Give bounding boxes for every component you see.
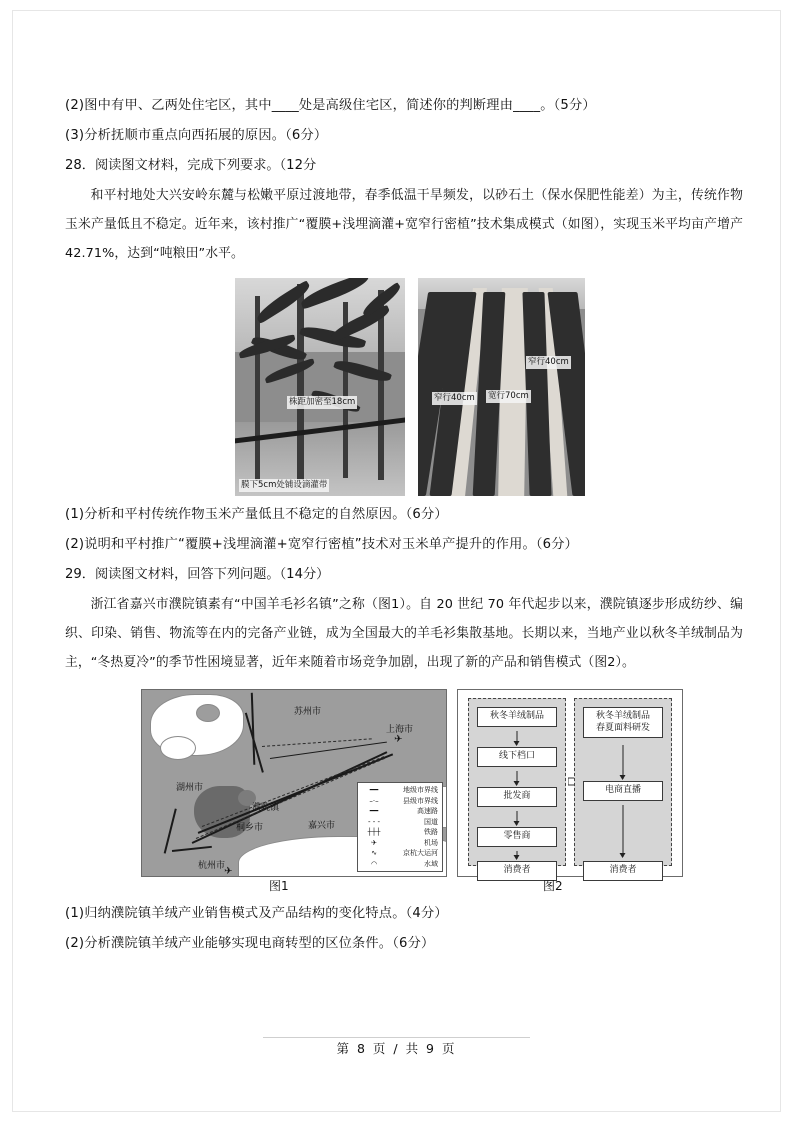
flow-node-autumn-winter-cashmere: 秋冬羊绒制品 [477,707,557,727]
legend-label: 地级市界线 [403,786,438,795]
map-label-puyuan: 濮院镇 [252,803,280,813]
drip-depth-label-text: 膜下5cm处铺设滴灌带 [241,480,328,490]
flow-arrow [623,805,624,857]
lake-patch [160,736,196,760]
figure-1-caption: 图1 [269,879,289,893]
map-label-suzhou: 苏州市 [294,707,322,717]
flow-node-line2: 春夏面料研发 [595,722,650,733]
line-dash-dot-icon: –·– [369,796,379,805]
question-28-figure-row [65,278,743,500]
page-footer: 第 8 页 / 共 9 页 [336,1041,457,1056]
corn-stalk [255,296,260,481]
flow-arrow [517,771,518,785]
map-legend [357,782,443,872]
line-gray-icon: ━━ [369,786,379,795]
flow-node-line1: 秋冬羊绒制品 [595,711,650,721]
legend-item [361,827,439,838]
legend-item [361,806,439,817]
line-hatched-icon: ┼┼┼ [367,828,381,837]
flow-arrow [517,811,518,825]
traditional-chain-group [468,698,566,875]
question-28-paragraph: 和平村地处大兴安岭东麓与松嫩平原过渡地带，春季低温干旱频发，以砂石土（保水保肥性能差）为主，传统作物玉米产量低且不稳定。近年来，该村推广“覆膜+浅埋滴灌+宽窄行密植”技术集成模式（如图），实现玉米平均亩产增产 42.71%，达到“吨粮田”水平。 [65,188,743,261]
flow-node-livestream-ecommerce: 电商直播 [583,781,663,801]
flow-node-consumer: 消费者 [583,861,663,881]
question-29-sub-1: (1)归纳濮院镇羊绒产业销售模式及产品结构的变化特点。（4分） [65,906,448,921]
legend-label: 京杭大运河 [403,849,438,858]
plant-spacing-label-text: 株距加密至18cm [289,397,356,407]
question-29-figure-row [65,689,743,875]
question-29-heading: 29．阅读图文材料，回答下列问题。（14分） [65,567,330,582]
legend-item [361,838,439,849]
narrow-row-label-left [432,392,477,405]
corn-stalk [297,284,304,480]
puyuan-location-map [141,689,447,877]
footer-divider [263,1037,530,1038]
question-29-paragraph: 浙江省嘉兴市濮院镇素有“中国羊毛衫名镇”之称（图1）。自 20 世纪 70 年代起步以来，濮院镇逐步形成纺纱、编织、印染、销售、物流等在内的完备产业链，成为全国最大的羊毛衫集散基地。长期以来，当地产业以秋冬羊绒制品为主，“冬热夏冷”的季节性困境显著，近年来随着市场竞争加剧，出现了新的产品和销售模式（图2）。 [65,597,743,670]
map-label-tongxiang: 桐乡市 [236,823,264,833]
airplane-icon: ✈ [371,838,377,847]
question-28-heading: 28．阅读图文材料，完成下列要求。（12分 [65,158,317,173]
legend-label: 国道 [424,817,438,826]
legend-item [361,785,439,796]
drip-depth-label [239,479,329,492]
question-27-2 [65,91,743,121]
question-28-sub-2: (2)说明和平村推广“覆膜+浅埋滴灌+宽窄行密植”技术对玉米单产提升的作用。（6分） [65,537,579,552]
question-27-2-text: (2)图中有甲、乙两处住宅区，其中____处是高级住宅区，简述你的判断理由____。（5分） [65,98,596,113]
wide-row-label-text: 宽行70cm [488,391,529,401]
flow-arrow [517,851,518,859]
legend-label: 水域 [424,859,438,868]
narrow-row-label-right [526,356,571,369]
line-dashed-icon: - - - [367,817,381,826]
line-solid-icon: ━━ [369,807,379,816]
question-29-sub-2: (2)分析濮院镇羊绒产业能够实现电商转型的区位条件。（6分） [65,936,435,951]
legend-label: 铁路 [424,828,438,837]
wide-narrow-row-photo [418,278,585,496]
flow-node-consumer: 消费者 [477,861,557,881]
wide-row-label [486,390,531,403]
narrow-row-label-left-text: 窄行40cm [434,393,475,403]
wave-line-icon: ∿ [371,849,377,858]
narrow-row-label-right-text: 窄行40cm [528,357,569,367]
flow-node-spring-summer-rnd [583,707,663,738]
corn-leaf [263,358,316,384]
document-page [12,10,781,1112]
legend-label: 县级市界线 [403,796,438,805]
map-label-shanghai: 上海市 [386,725,414,735]
page-content [65,91,743,959]
covered-film-drip-irrigation-photo [235,278,405,496]
legend-item [361,848,439,859]
airplane-icon: ✈ [224,866,233,877]
question-28-sub-1: (1)分析和平村传统作物玉米产量低且不稳定的自然原因。（6分） [65,507,448,522]
legend-label: 机场 [424,838,438,847]
oval-shape-icon: ◠ [370,859,378,868]
figure-2-caption: 图2 [543,879,563,893]
lake-island [196,704,220,722]
sales-model-flowchart [457,689,683,877]
legend-item [361,859,439,870]
question-27-3-text: (3)分析抚顺市重点向西拓展的原因。（6分） [65,128,328,143]
ecommerce-chain-group [574,698,672,875]
legend-item [361,817,439,828]
flow-arrow [517,731,518,745]
question-27-3 [65,121,743,151]
map-label-huzhou: 湖州市 [176,783,204,793]
flow-arrow [623,745,624,779]
figure-captions [65,875,743,899]
legend-item [361,796,439,807]
flow-node-wholesaler: 批发商 [477,787,557,807]
flow-node-retailer: 零售商 [477,827,557,847]
plant-spacing-label [287,396,357,409]
flow-node-offline-stall: 线下档口 [477,747,557,767]
legend-label: 高速路 [417,807,438,816]
airplane-icon: ✈ [394,734,403,745]
map-label-jiaxing: 嘉兴市 [308,821,336,831]
map-label-hangzhou: 杭州市 [198,861,226,871]
